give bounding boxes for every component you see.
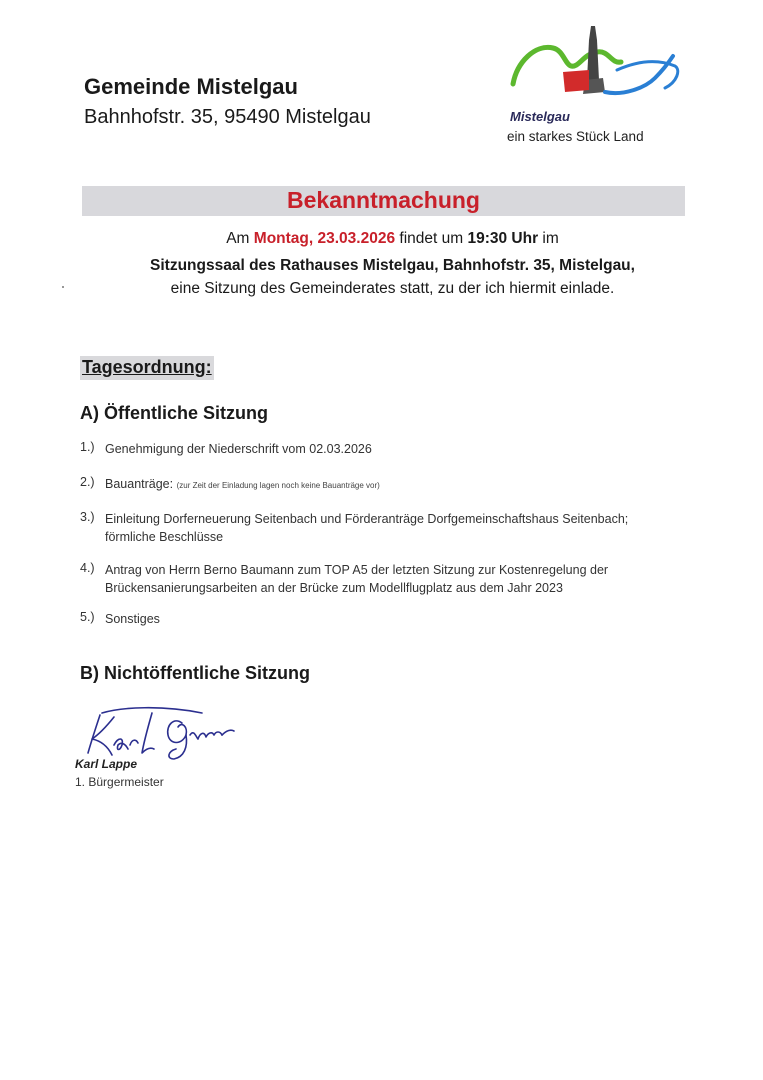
agenda-item-text: Genehmigung der Niederschrift vom 02.03.2026 xyxy=(105,442,372,456)
agenda-item-number: 2.) xyxy=(80,475,95,489)
announcement-title: Bekanntmachung xyxy=(287,187,480,213)
municipality-logo xyxy=(505,22,685,152)
agenda-item-text: Bauanträge: (zur Zeit der Einladung lagen noch keine Bauanträge vor) xyxy=(105,477,380,491)
logo-tagline: ein starkes Stück Land xyxy=(507,129,644,144)
logo-name: Mistelgau xyxy=(510,109,570,124)
public-session-heading: A) Öffentliche Sitzung xyxy=(80,403,268,423)
meeting-time: 19:30 Uhr xyxy=(467,230,539,247)
organization-name: Gemeinde Mistelgau xyxy=(84,74,298,99)
meeting-invitation: eine Sitzung des Gemeinderates statt, zu der ich hiermit einlade. xyxy=(170,280,615,297)
agenda-item-number: 3.) xyxy=(80,510,95,524)
agenda-item-number: 1.) xyxy=(80,440,95,454)
meeting-location: Sitzungssaal des Rathauses Mistelgau, Bahnhofstr. 35, Mistelgau, xyxy=(150,257,635,274)
meeting-date: Montag, 23.03.2026 xyxy=(253,230,396,247)
agenda-item-text: Sonstiges xyxy=(105,612,160,626)
signatory-name: Karl Lappe xyxy=(75,757,138,771)
agenda-heading: Tagesordnung: xyxy=(80,356,214,380)
agenda-item-text: Einleitung Dorferneuerung Seitenbach und Förderanträge Dorfgemeinschaftshaus Seitenbach; förmliche Beschlüsse xyxy=(105,512,629,544)
agenda-item-number: 5.) xyxy=(80,610,95,624)
announcement-banner xyxy=(82,186,685,216)
agenda-item-text: Antrag von Herrn Berno Baumann zum TOP A5 der letzten Sitzung zur Kostenregelung der Brückensanierungsarbeiten an der Brücke zum Modellflugplatz aus dem Jahr 2023 xyxy=(105,563,609,595)
logo-graphic-icon xyxy=(505,22,685,112)
meeting-date-line: Am Montag, 23.03.2026 findet um 19:30 Uhr im xyxy=(226,230,559,247)
organization-address: Bahnhofstr. 35, 95490 Mistelgau xyxy=(84,106,371,128)
agenda-item-number: 4.) xyxy=(80,561,95,575)
signatory-title: 1. Bürgermeister xyxy=(75,775,164,789)
agenda-item-note: (zur Zeit der Einladung lagen noch keine Bauanträge vor) xyxy=(176,481,380,490)
handwritten-signature-icon xyxy=(62,705,282,763)
private-session-heading: B) Nichtöffentliche Sitzung xyxy=(80,663,310,683)
